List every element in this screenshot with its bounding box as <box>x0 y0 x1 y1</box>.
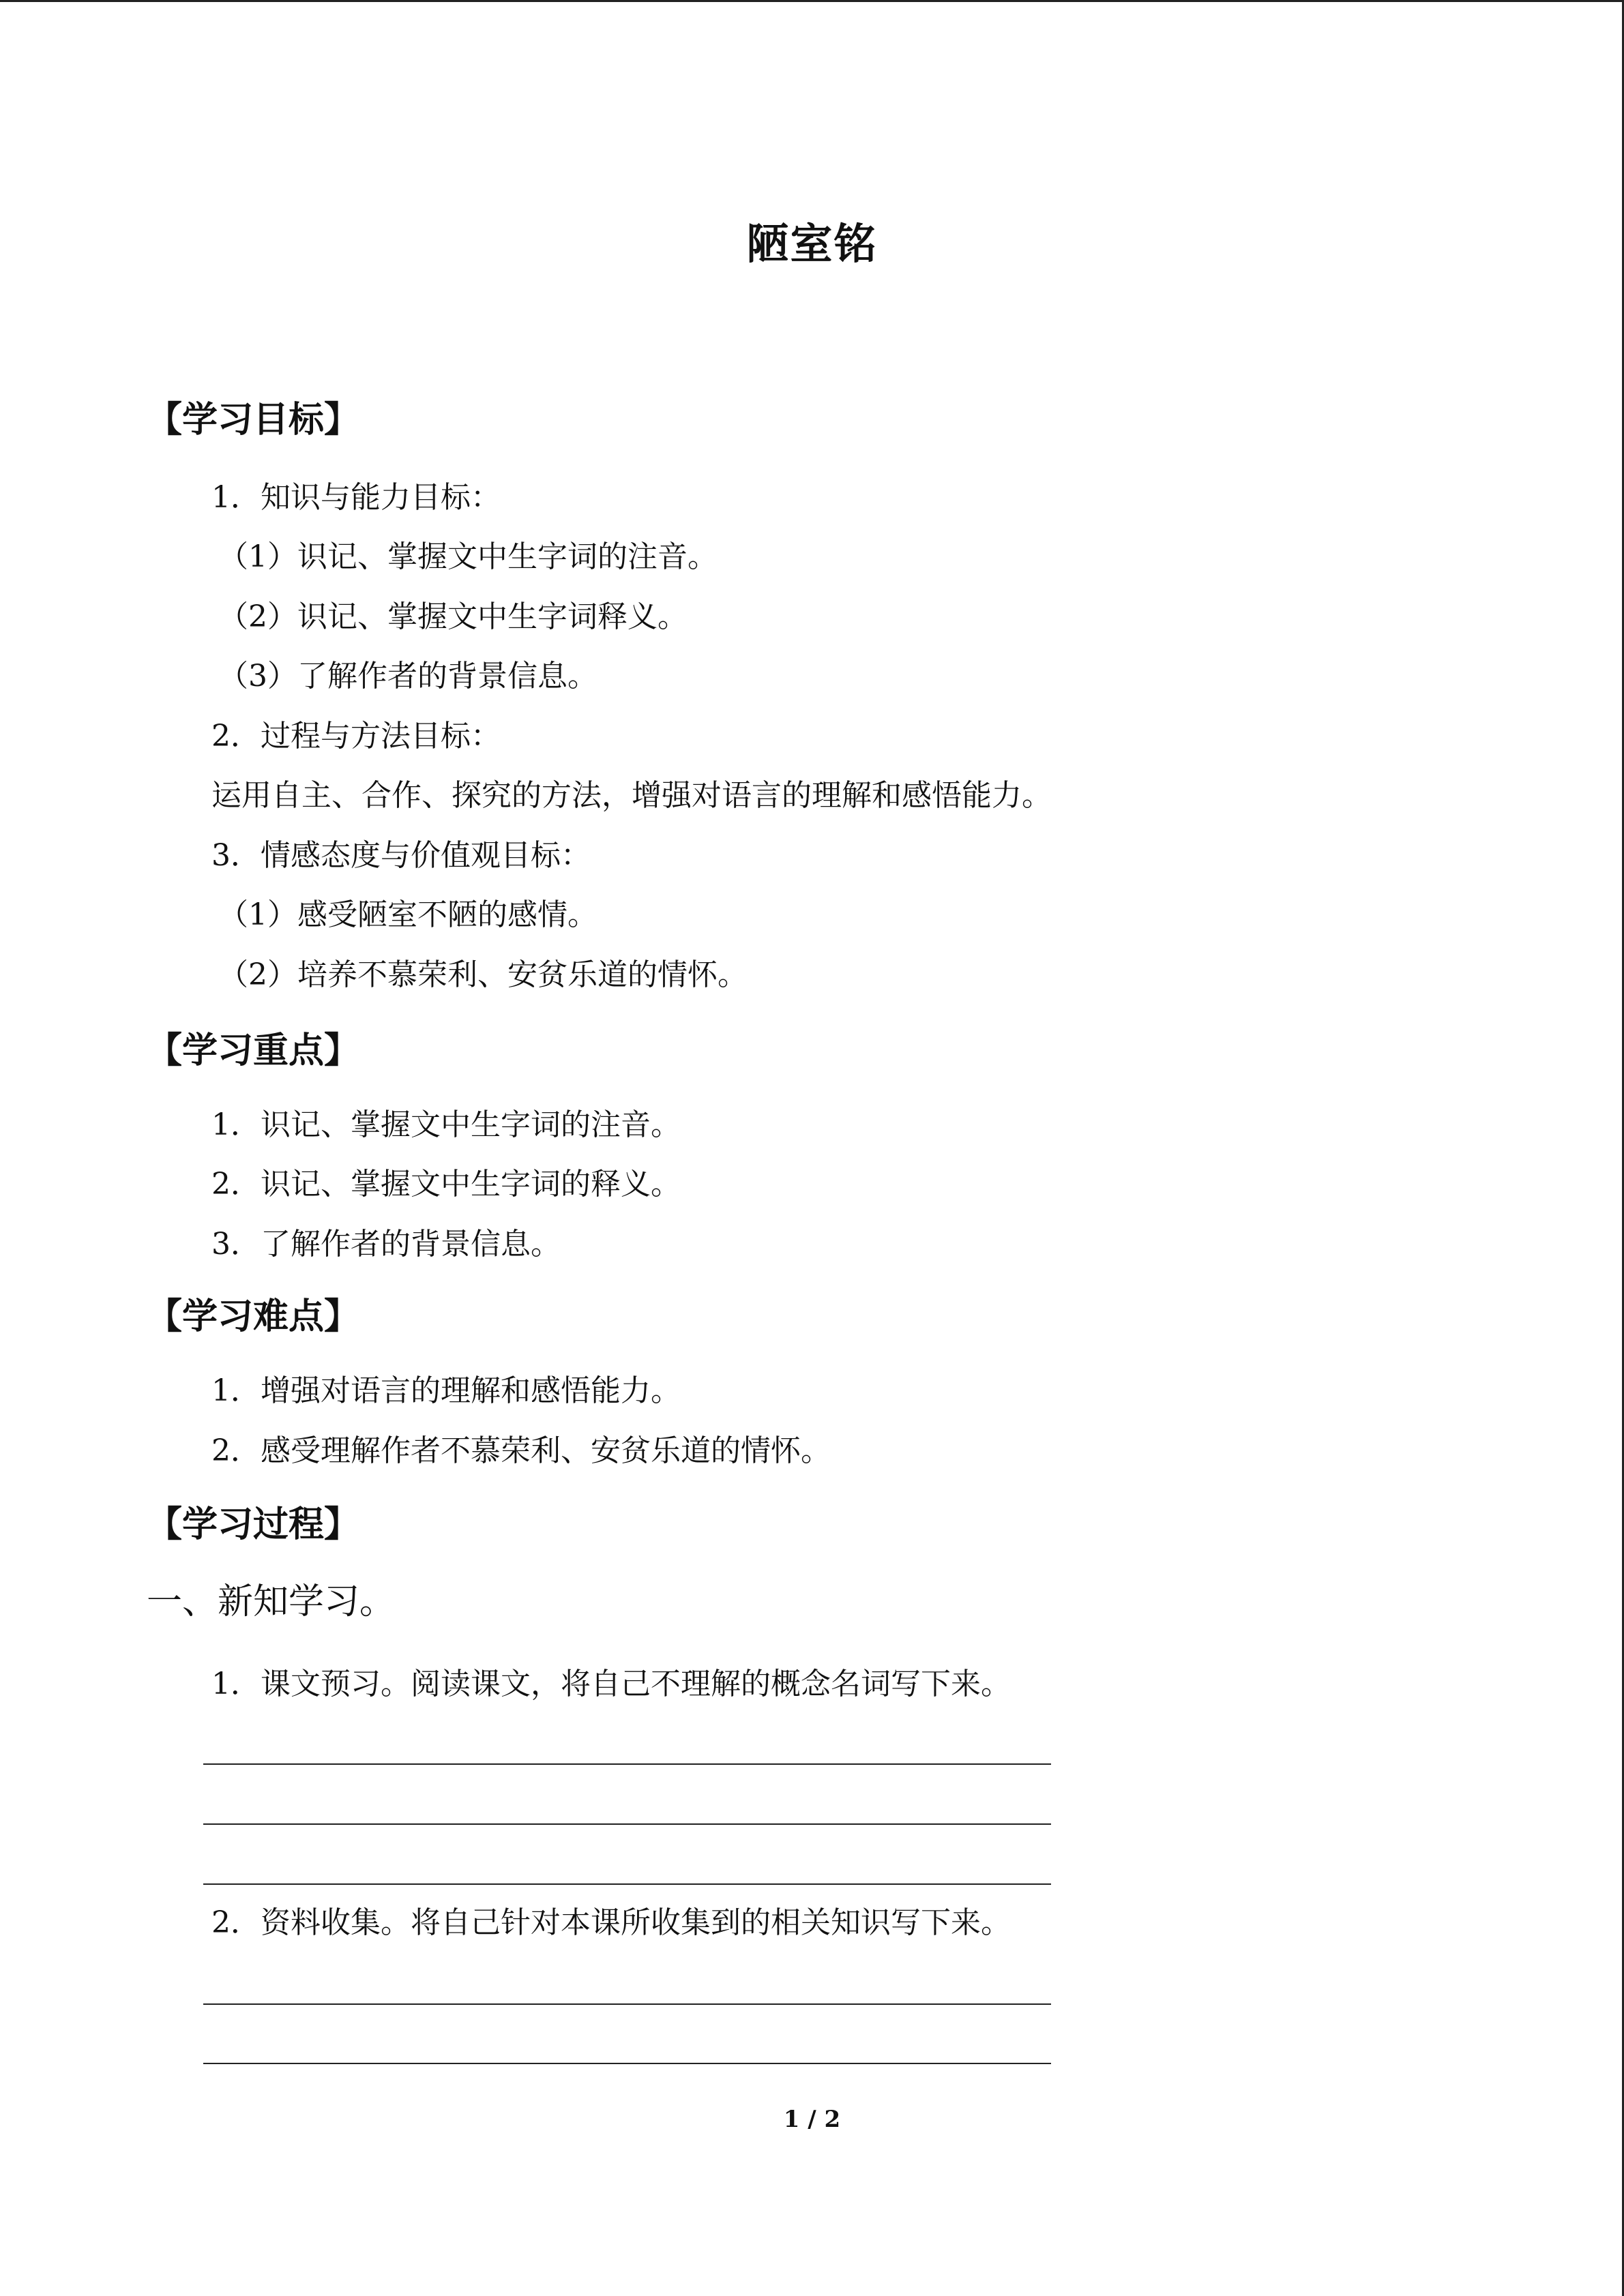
difficulty-item-2: 2．感受理解作者不慕荣利、安贫乐道的情怀。 <box>211 1433 831 1468</box>
difficulty-item-1: 1．增强对语言的理解和感悟能力。 <box>211 1373 681 1408</box>
answer-line-4[interactable] <box>203 2003 1051 2005</box>
process-part-title: 一、新知学习。 <box>147 1581 396 1622</box>
page-title: 陋室铭 <box>746 219 878 269</box>
page-number: 1 / 2 <box>783 2106 841 2133</box>
answer-line-3[interactable] <box>203 1883 1051 1885</box>
objective-item-9: （2）培养不慕荣利、安贫乐道的情怀。 <box>218 957 748 992</box>
process-item-2: 2．资料收集。将自己针对本课所收集到的相关知识写下来。 <box>211 1905 1011 1940</box>
objective-item-1: 1．知识与能力目标： <box>211 480 501 515</box>
objective-item-7: 3．情感态度与价值观目标： <box>211 838 591 873</box>
process-item-1: 1．课文预习。阅读课文，将自己不理解的概念名词写下来。 <box>211 1667 1011 1701</box>
objective-item-2: （1）识记、掌握文中生字词的注音。 <box>218 539 718 574</box>
section-heading-key-points: 【学习重点】 <box>147 1030 360 1071</box>
answer-line-1[interactable] <box>203 1763 1051 1765</box>
key-point-item-1: 1．识记、掌握文中生字词的注音。 <box>211 1107 681 1142</box>
section-heading-difficulties: 【学习难点】 <box>147 1296 360 1337</box>
key-point-item-2: 2．识记、掌握文中生字词的释义。 <box>211 1167 681 1202</box>
section-heading-process: 【学习过程】 <box>147 1504 360 1545</box>
section-heading-objectives: 【学习目标】 <box>147 400 360 441</box>
objective-item-5: 2．过程与方法目标： <box>211 719 501 754</box>
objective-item-4: （3）了解作者的背景信息。 <box>218 659 597 694</box>
objective-item-6: 运用自主、合作、探究的方法，增强对语言的理解和感悟能力。 <box>211 778 1052 813</box>
key-point-item-3: 3．了解作者的背景信息。 <box>211 1227 561 1262</box>
objective-item-8: （1）感受陋室不陋的感情。 <box>218 897 597 932</box>
answer-line-2[interactable] <box>203 1823 1051 1825</box>
answer-line-5[interactable] <box>203 2063 1051 2064</box>
objective-item-3: （2）识记、掌握文中生字词释义。 <box>218 599 688 634</box>
